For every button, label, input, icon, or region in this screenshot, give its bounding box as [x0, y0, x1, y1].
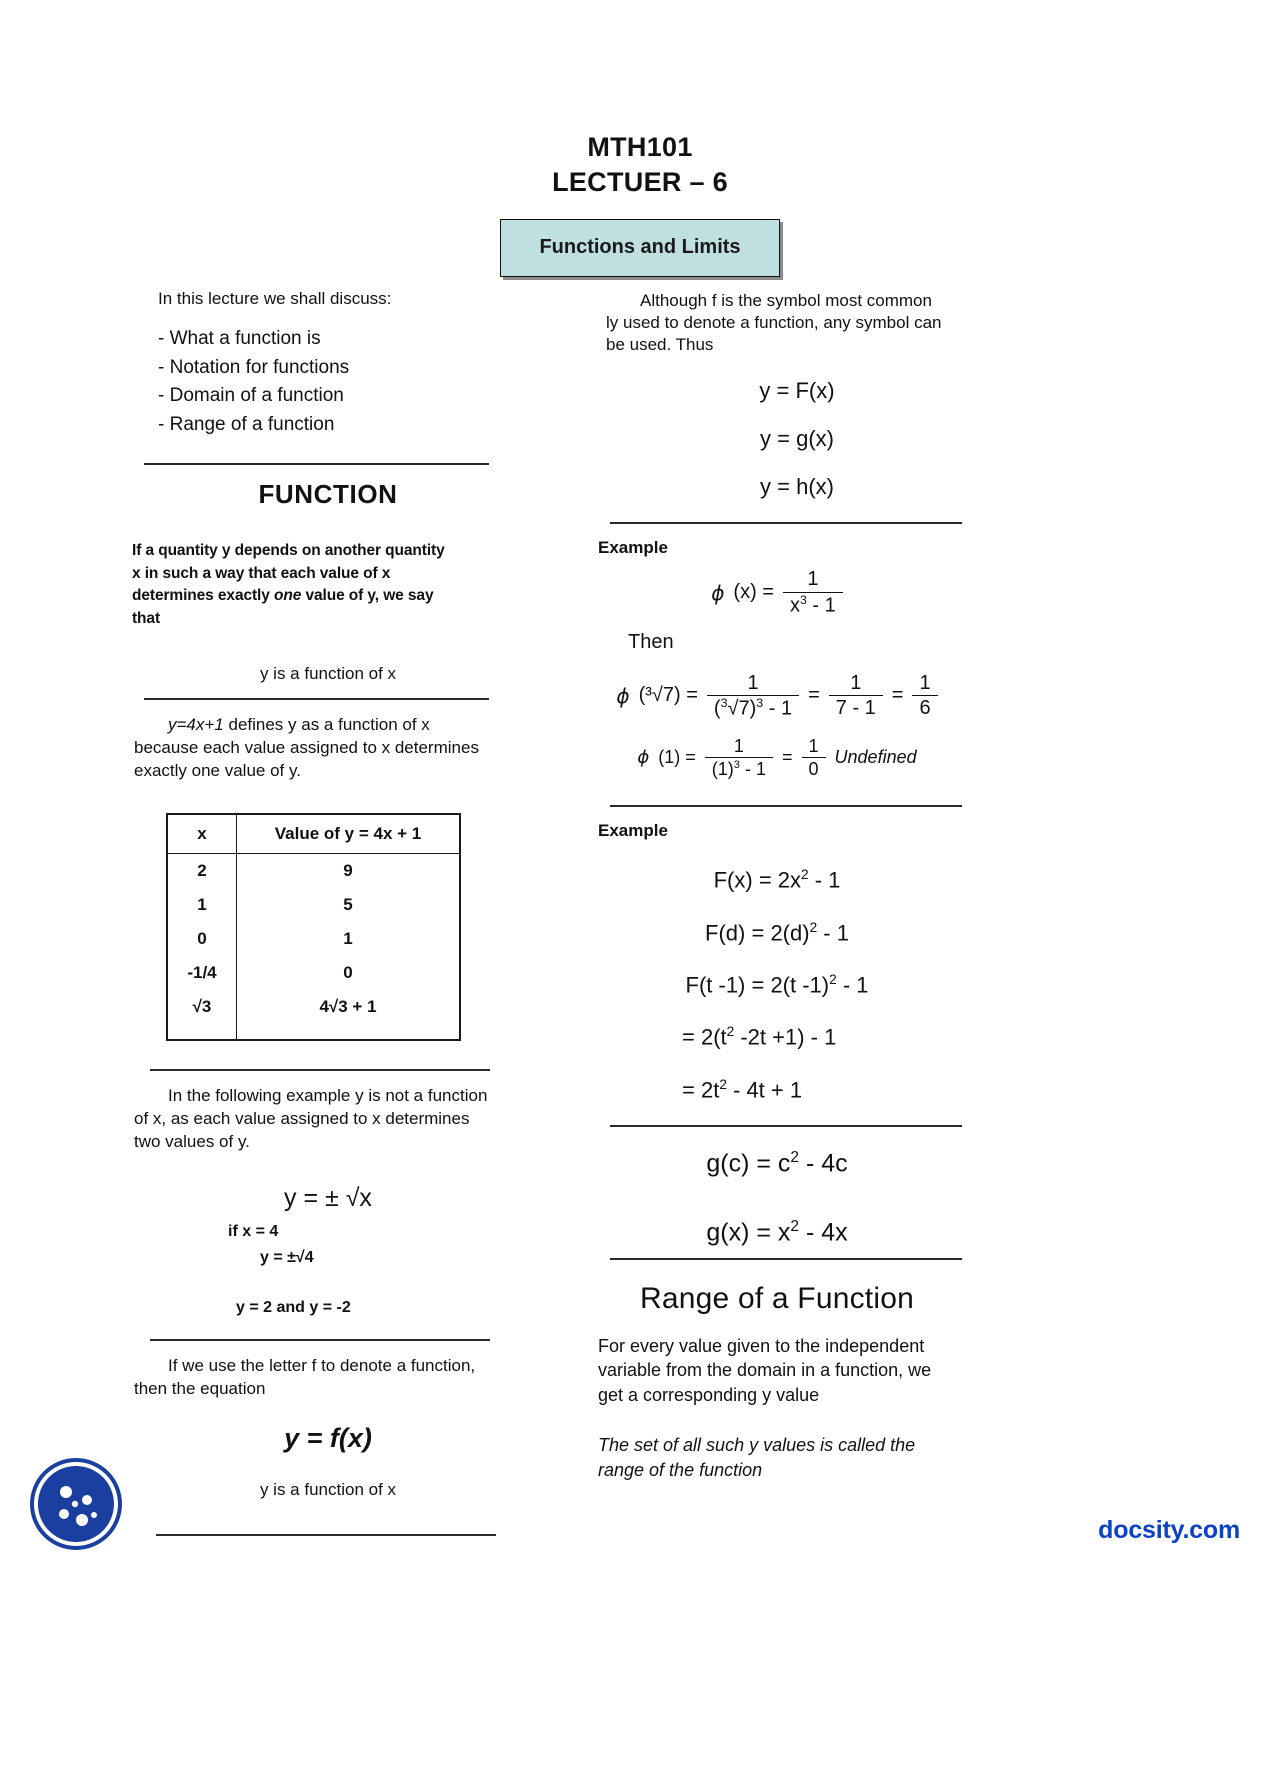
range-italic-line-1: The set of all such y values is called the	[598, 1435, 916, 1456]
phi-symbol: ϕ	[711, 580, 725, 605]
cell-x: 2	[167, 853, 237, 888]
fraction	[705, 736, 773, 779]
denominator: 0	[802, 757, 826, 779]
statement-y-function-of-x-2: y is a function of x	[259, 1479, 397, 1499]
numerator: 1	[807, 568, 819, 591]
title-box	[500, 219, 780, 277]
divider	[150, 1069, 490, 1071]
then-label: Then	[628, 630, 674, 653]
denominator: $(1)^3 - 1$	[705, 757, 773, 779]
numerator: 1	[850, 672, 862, 695]
values-table	[166, 813, 461, 1041]
cell-x: -1/4	[167, 956, 237, 990]
column-header-x: x	[167, 814, 237, 854]
cell-y: 4√3 + 1	[237, 990, 461, 1040]
equation-y-gx: y = g(x)	[760, 426, 834, 452]
table-row	[167, 956, 460, 990]
cell-x: 0	[167, 922, 237, 956]
denominator: 6	[912, 695, 937, 719]
numerator: 1	[747, 671, 759, 694]
list-item: - Notation for functions	[158, 356, 350, 378]
equation-y-pm-sqrt-4: y = ±√4	[260, 1248, 314, 1266]
left-column	[128, 278, 528, 1550]
equation-y-pm-sqrt-x: y = ± √x	[284, 1183, 372, 1212]
equation-phi-1-undefined	[592, 736, 962, 779]
cell-x: √3	[167, 990, 237, 1040]
fraction	[707, 672, 799, 720]
table-row	[167, 922, 460, 956]
title-box-label: Functions and Limits	[539, 236, 741, 259]
equation-Ft-expanded: = $2(t^2$ -2t +1) - 1	[682, 1024, 837, 1050]
not-a-function-paragraph	[134, 1085, 528, 1154]
equation-Fd: $F(d) = 2(d)^2 - 1$	[705, 919, 849, 946]
equation-phi-cbrt7	[592, 672, 962, 720]
equation-gx: $g(x) = x^2 - 4x$	[706, 1218, 848, 1247]
equation-Fx: $F(x) = 2x^2 - 1$	[713, 867, 841, 893]
equation-y-results: y = 2 and y = -2	[236, 1298, 351, 1316]
although-line-1: Although f is the symbol most common	[640, 291, 932, 310]
equation-y-Fx: y = F(x)	[759, 378, 835, 404]
example-4x1-paragraph	[134, 714, 528, 783]
divider	[610, 805, 962, 807]
divider	[150, 1339, 490, 1341]
divider	[610, 1258, 962, 1260]
page-header	[0, 0, 1280, 277]
letter-f-paragraph	[134, 1355, 528, 1401]
phi-cbrt7-lhs: (³√7) =	[638, 684, 698, 707]
equals-sign: =	[891, 684, 904, 707]
example-text-3: exactly one value of y.	[134, 761, 301, 780]
range-line-1: For every value given to the independent	[598, 1335, 925, 1356]
cell-y: 9	[237, 853, 461, 888]
equation-Ft-minus-1: F(t -1) = 2(t -1)$^2$ - 1	[685, 972, 869, 998]
divider	[156, 1534, 496, 1536]
although-paragraph	[606, 290, 962, 356]
numerator: 1	[733, 736, 744, 757]
fraction	[829, 672, 883, 720]
denominator: 7 - 1	[829, 695, 883, 719]
definition-line-2: x in such a way that each value of x	[132, 564, 391, 582]
numerator: 1	[919, 672, 931, 695]
fraction	[802, 736, 826, 779]
equation-phi-definition	[592, 568, 962, 616]
undefined-label: Undefined	[834, 747, 917, 768]
cell-y: 1	[237, 922, 461, 956]
notfunc-line-2: of x, as each value assigned to x determines	[134, 1108, 470, 1128]
range-italic-line-2: range of the function	[598, 1459, 763, 1480]
course-code: MTH101	[587, 132, 693, 162]
phi-symbol: ϕ	[637, 747, 650, 769]
definition-line-3b: value of y, we say	[301, 587, 434, 605]
notfunc-line-3: two values of y.	[134, 1131, 250, 1151]
column-header-value: Value of y = 4x + 1	[237, 814, 461, 854]
range-italic-note	[598, 1433, 962, 1482]
intro-line: In this lecture we shall discuss:	[158, 289, 392, 308]
example-text-2: because each value assigned to x determines	[134, 738, 479, 758]
table-row	[167, 853, 460, 888]
table-header-row	[167, 814, 460, 854]
equation-Ft-simplified: = $2t^2 - 4t + 1$	[682, 1076, 803, 1103]
equals-sign: =	[782, 747, 793, 768]
equals-sign: =	[808, 684, 820, 707]
although-line-3: be used. Thus	[606, 335, 714, 355]
example-label-2: Example	[598, 821, 668, 841]
example-label-1: Example	[598, 538, 668, 558]
table-row	[167, 990, 460, 1040]
phi-1-lhs: (1) =	[658, 747, 696, 768]
example-text-1b: defines y as a function of x	[223, 715, 430, 735]
definition-line-3a: determines exactly	[132, 587, 274, 605]
denominator: $x^3 - 1$	[783, 592, 843, 617]
divider	[144, 698, 489, 700]
denominator: $(^3√7)^3 - 1$	[707, 695, 799, 720]
numerator: 1	[808, 736, 819, 757]
definition-line-4: that	[132, 609, 161, 627]
fraction	[912, 672, 937, 720]
divider	[610, 522, 962, 524]
topic-list	[158, 325, 528, 439]
list-item: - What a function is	[158, 328, 321, 350]
range-paragraph	[598, 1334, 962, 1407]
table-row	[167, 888, 460, 922]
divider	[610, 1125, 962, 1127]
cell-y: 5	[237, 888, 461, 922]
condition-if-x-4: if x = 4	[228, 1222, 279, 1240]
phi-symbol: ϕ	[616, 683, 630, 708]
equation-y-equals-fx: y = f(x)	[284, 1422, 372, 1453]
equation-gc: $g(c) = c^2 - 4c$	[706, 1149, 848, 1178]
cell-y: 0	[237, 956, 461, 990]
function-definition	[132, 540, 528, 630]
list-item: - Range of a function	[158, 413, 335, 435]
fraction	[783, 568, 843, 616]
equation-y-hx: y = h(x)	[760, 474, 834, 500]
range-line-2: variable from the domain in a function, we	[598, 1360, 932, 1381]
docsity-logo-icon	[30, 1458, 122, 1550]
cell-x: 1	[167, 888, 237, 922]
divider	[144, 463, 489, 465]
section-heading-range: Range of a Function	[640, 1281, 914, 1315]
letter-f-line-2: then the equation	[134, 1378, 266, 1398]
although-line-2: ly used to denote a function, any symbol can	[606, 313, 942, 333]
letter-f-line-1: If we use the letter f to denote a function,	[168, 1355, 476, 1375]
right-column	[592, 278, 962, 1482]
definition-emphasis: one	[273, 587, 302, 605]
definition-line-1: If a quantity y depends on another quantity	[132, 542, 445, 560]
list-item: - Domain of a function	[158, 385, 344, 407]
notfunc-line-1: In the following example y is not a function	[168, 1085, 488, 1105]
range-line-3: get a corresponding y value	[598, 1384, 820, 1405]
statement-y-function-of-x: y is a function of x	[259, 664, 397, 684]
section-heading-function: FUNCTION	[258, 479, 398, 510]
eq-inline-y4x1: y=4x+1	[168, 715, 224, 735]
lecture-number: LECTUER – 6	[552, 166, 728, 197]
docsity-brand-text: docsity.com	[1098, 1516, 1240, 1544]
phi-def-lhs: (x) =	[733, 581, 774, 603]
